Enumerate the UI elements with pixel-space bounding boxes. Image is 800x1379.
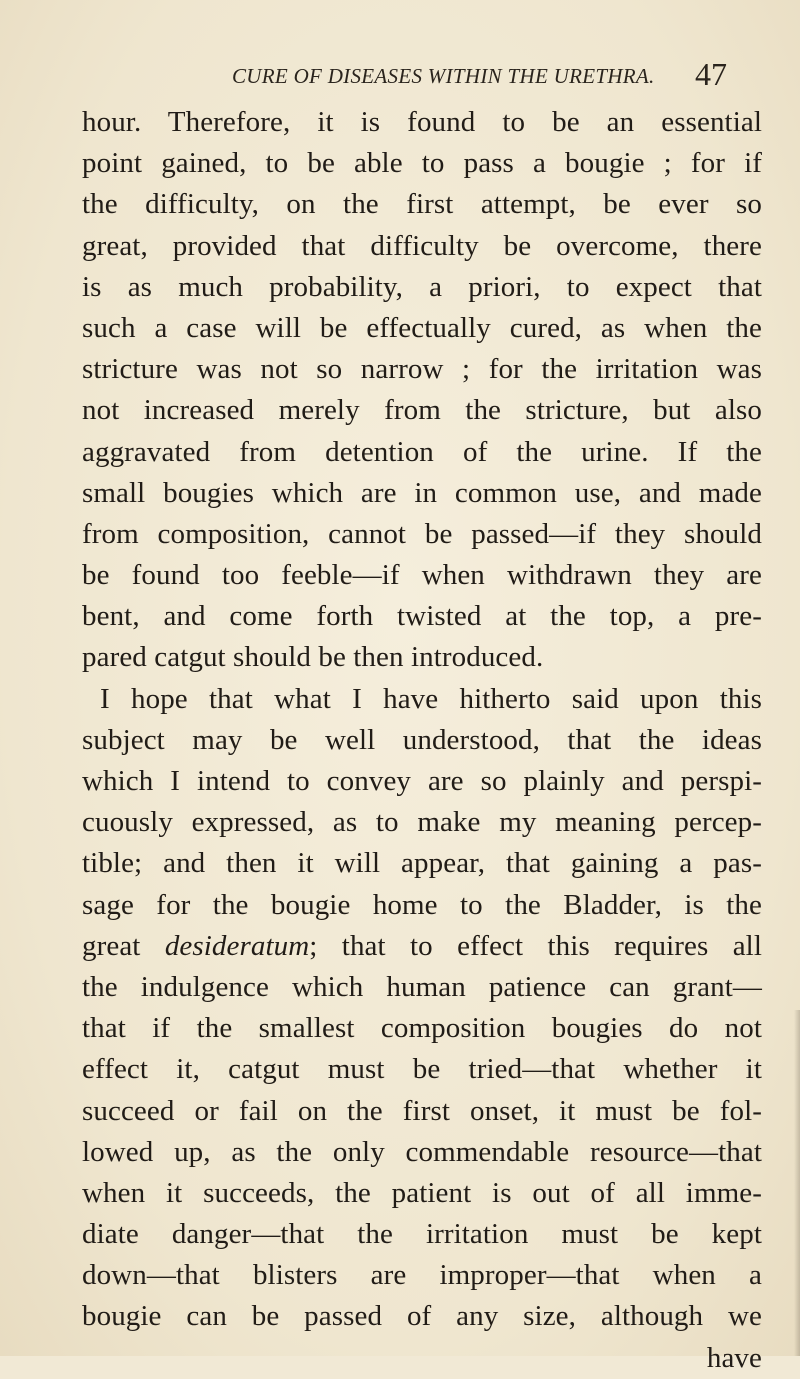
text-line: lowed up, as the only commendable resource—that: [82, 1135, 762, 1168]
text-line-mixed: [82, 926, 762, 967]
text-line: stricture was not so narrow ; for the irritation was: [82, 353, 762, 386]
text-line: effect it, catgut must be tried—that whether it: [82, 1053, 762, 1086]
text-line: the difficulty, on the first attempt, be ever so: [82, 188, 762, 221]
catchword: have: [706, 1341, 762, 1374]
text-line: that if the smallest composition bougies do not: [82, 1012, 762, 1045]
text-line: tible; and then it will appear, that gaining a pas-: [82, 847, 762, 880]
body-text: [82, 102, 762, 1379]
text-line: not increased merely from the stricture, but also: [82, 394, 762, 427]
running-head: CURE OF DISEASES WITHIN THE URETHRA.: [232, 64, 655, 88]
text-fragment: ; that to effect this requires all: [309, 929, 762, 962]
text-line: point gained, to be able to pass a bougie ; for if: [82, 147, 762, 180]
text-line: sage for the bougie home to the Bladder, is the: [82, 888, 762, 921]
text-line: bent, and come forth twisted at the top, a pre-: [82, 600, 762, 633]
paragraph-start-line: I hope that what I have hitherto said upon this: [100, 682, 762, 715]
text-line: when it succeeds, the patient is out of all imme-: [82, 1176, 762, 1209]
text-line: such a case will be effectually cured, as when the: [82, 311, 762, 344]
text-line: great, provided that difficulty be overcome, there: [82, 229, 762, 262]
text-line: from composition, cannot be passed—if they should: [82, 517, 762, 550]
text-line: subject may be well understood, that the ideas: [82, 723, 762, 756]
text-line: bougie can be passed of any size, although we: [82, 1300, 762, 1333]
text-line: diate danger—that the irritation must be kept: [82, 1218, 762, 1251]
text-fragment: great: [82, 929, 141, 962]
text-line: the indulgence which human patience can grant—: [82, 970, 762, 1003]
text-line: be found too feeble—if when withdrawn they are: [82, 559, 762, 592]
text-line: succeed or fail on the first onset, it must be fol-: [82, 1094, 762, 1127]
italic-term: desideratum: [164, 929, 310, 962]
text-line: hour. Therefore, it is found to be an essential: [82, 106, 762, 138]
text-line: down—that blisters are improper—that when a: [82, 1259, 762, 1292]
paragraph-end-line: pared catgut should be then introduced.: [82, 641, 544, 674]
page-header: [0, 56, 800, 98]
text-line: is as much probability, a priori, to expect that: [82, 270, 762, 303]
page-number: 47: [695, 56, 727, 92]
page-edge-shadow: [794, 1010, 800, 1356]
text-line: which I intend to convey are so plainly and perspi-: [82, 765, 762, 797]
text-line: cuously expressed, as to make my meaning percep-: [82, 806, 762, 839]
text-line: small bougies which are in common use, and made: [82, 476, 762, 509]
text-line: aggravated from detention of the urine. If the: [82, 435, 762, 468]
